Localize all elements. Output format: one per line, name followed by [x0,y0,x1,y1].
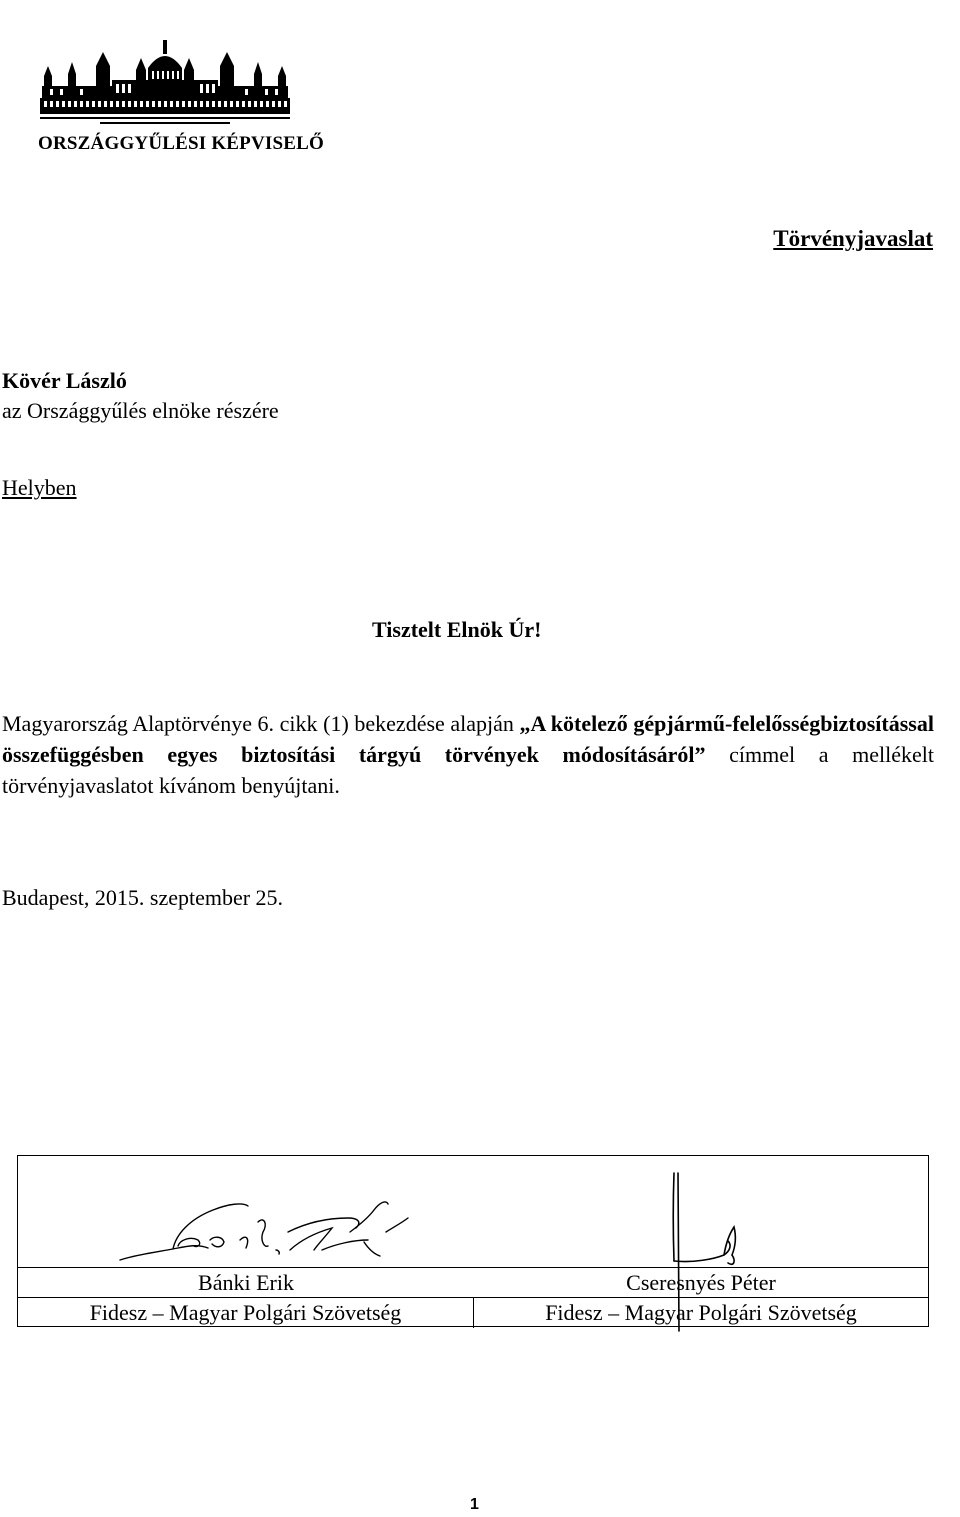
signatory-name: Cseresnyés Péter [474,1267,928,1298]
addressee-role: az Országgyűlés elnöke részére [2,398,279,423]
signatory-cell [474,1156,928,1326]
document-type-title: Törvényjavaslat [773,226,933,251]
salutation: Tisztelt Elnök Úr! [372,617,542,642]
date-line: Budapest, 2015. szeptember 25. [2,885,284,910]
signatory-party: Fidesz – Magyar Polgári Szövetség [474,1297,928,1328]
signature-table [17,1155,929,1327]
organization-header: ORSZÁGGYŰLÉSI KÉPVISELŐ [38,133,324,154]
addressee-name: Kövér László [2,368,127,393]
addressee-location: Helyben [2,475,77,500]
page-number: 1 [470,1496,479,1513]
body-intro: Magyarország Alaptörvénye 6. cikk (1) bekezdése alapján [2,711,520,736]
signatory-cell [18,1156,474,1326]
parliament-building-icon [40,38,290,126]
body-outro: címmel a mellékelt törvényjavaslatot kívánom benyújtani. [2,742,934,798]
signatory-party: Fidesz – Magyar Polgári Szövetség [18,1297,474,1328]
bill-title: „A kötelező gépjármű-felelősségbiztosítással összefüggésben egyes biztosítási tárgyú törvények módosításáról” [2,711,934,767]
signatory-name: Bánki Erik [18,1267,474,1298]
body-paragraph [2,708,934,801]
handwritten-signature-icon [118,1174,418,1269]
